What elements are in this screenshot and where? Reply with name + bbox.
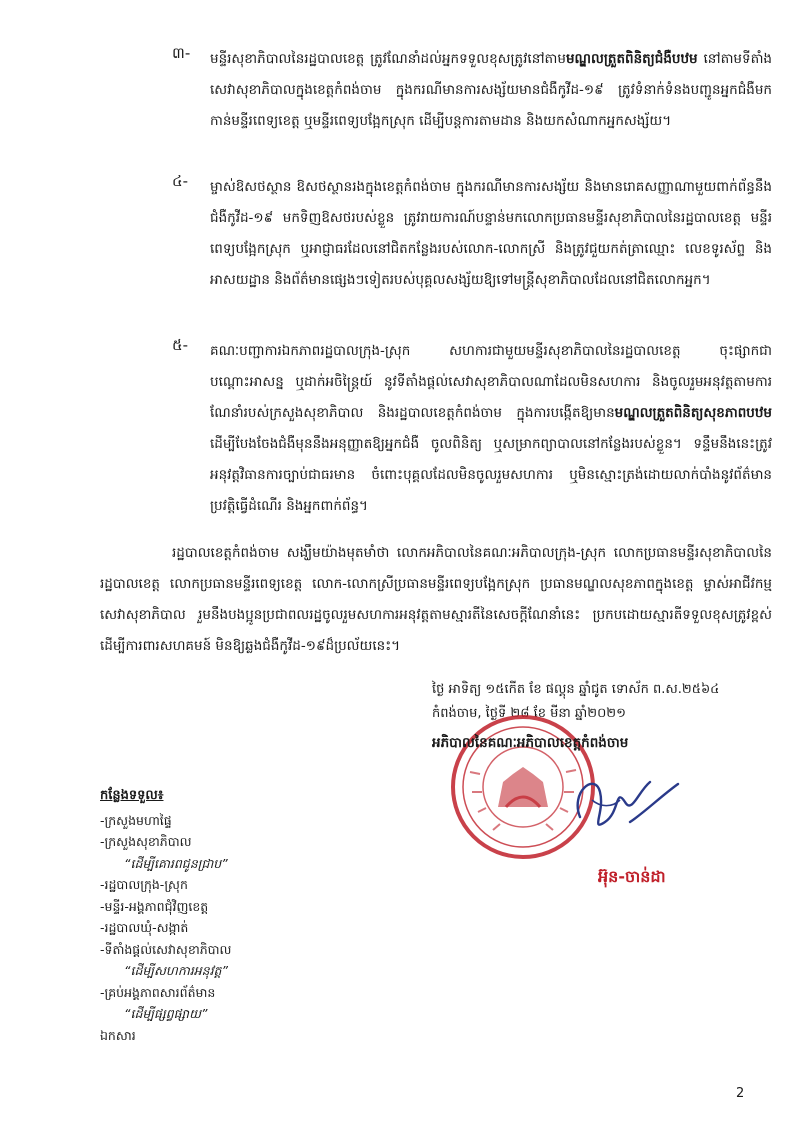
- recipient-purpose: “ដើម្បីគោរពជូនជ្រាប”: [124, 855, 228, 871]
- item-text-bold: មណ្ឌលត្រួតពិនិត្យជំងឺបឋម: [565, 51, 698, 67]
- recipient-entry: ឯកសារ: [100, 1027, 136, 1043]
- list-item-5: [172, 336, 772, 522]
- item-number: ៤-: [172, 172, 189, 190]
- recipient-purpose: “ដើម្បីសហការអនុវត្ត”: [124, 963, 228, 978]
- recipients-list: [100, 785, 231, 1046]
- signer-name: អ៊ុន-ចាន់ដា: [598, 867, 666, 886]
- recipient-entry: -គ្រប់អង្គភាពសារព័ត៌មាន: [100, 984, 216, 1000]
- item-text-part: ដើម្បីបែងចែងជំងឺមុននឹងអនុញ្ញាតឱ្យអ្នកជំងឺ ចូលពិនិត្យ ឬសម្រាកព្យាបាលនៅកន្លែងរបស់ខ្លួន។ ទន្ទឹមនឹងនេះត្រូវអនុវត្តវិធានការច្បាប់ជាធរមាន ចំពោះបុគ្គលដែលមិនចូលរួមសហការ ឬមិនស្មោះត្រង់ដោយលាក់បាំងនូវព័ត៌មាន ប្រវត្តិធ្វើដំណើរ និងអ្នកពាក់ព័ន្ធ។: [210, 436, 772, 514]
- list-item-3: [172, 44, 772, 137]
- item-text: [210, 336, 772, 522]
- item-number: ៣-: [172, 44, 191, 62]
- recipient-purpose: “ដើម្បីផ្សព្វផ្សាយ”: [124, 1006, 208, 1021]
- item-text: [210, 44, 772, 137]
- item-number: ៥-: [172, 336, 189, 354]
- recipient-entry: -ទីតាំងផ្ដល់សេវាសុខាភិបាល: [100, 941, 232, 957]
- item-text-part: គណៈបញ្ជាការឯកភាពរដ្ឋបាលក្រុង-ស្រុក សហការជាមួយមន្ទីរសុខាភិបាលនៃរដ្ឋបាលខេត្ត ចុះផ្សាកជាបណ្ដោះអាសន្ន ឬដាក់អចិន្ត្រៃយ៍ នូវទីតាំងផ្ដល់សេវាសុខាភិបាលណាដែលមិនសហការ និងចូលរួមអនុវត្តតាមការណែនាំរបស់ក្រសួងសុខាភិបាល និងរដ្ឋបាលខេត្តកំពង់ចាម ក្នុងការបង្កើតឱ្យមាន: [210, 343, 772, 421]
- signatory-title: អភិបាលនៃគណៈអភិបាលខេត្តកំពង់ចាម: [432, 735, 629, 751]
- recipient-entry: -រដ្ឋបាលក្រុង-ស្រុក: [100, 877, 188, 892]
- recipient-entry: -រដ្ឋបាលឃុំ-សង្កាត់: [100, 920, 189, 935]
- solar-date: កំពង់ចាម, ថ្ងៃទី ២៨ ខែ មីនា ឆ្នាំ២០២១: [432, 706, 626, 721]
- item-text-part: ម្ចាស់ឱសថស្ថាន ឱសថស្ថានរងក្នុងខេត្តកំពង់ចាម ក្នុងករណីមានការសង្ស័យ និងមានរោគសញ្ញាណាមួយពាក់ព័ន្ធនឹងជំងឺកូវីដ-១៩ មកទិញឱសថរបស់ខ្លួន ត្រូវរាយការណ៍បន្ទាន់មកលោកប្រធានមន្ទីរសុខាភិបាលនៃរដ្ឋបាលខេត្ត មន្ទីរពេទ្យបង្អែកស្រុក ឬអាជ្ញាធរដែលនៅជិតកន្លែងរបស់លោក-លោកស្រី និងត្រូវជួយកត់ត្រាឈ្មោះ លេខទូរស័ព្ទ និងអាសយដ្ឋាន និងព័ត៌មានផ្សេងៗទៀតរបស់បុគ្គលសង្ស័យឱ្យទៅមន្ត្រីសុខាភិបាលដែលនៅជិតលោកអ្នក។: [210, 179, 772, 288]
- item-text-part: មន្ទីរសុខាភិបាលនៃរដ្ឋបាលខេត្ត ត្រូវណែនាំដល់អ្នកទទួលខុសត្រូវនៅតាម: [210, 51, 566, 67]
- recipient-entry: -មន្ទីរ-អង្គភាពជុំវិញខេត្ត: [100, 898, 209, 914]
- recipients-heading: កន្លែងទទួល៖: [100, 788, 164, 803]
- list-item-4: [172, 172, 772, 296]
- closing-paragraph: រដ្ឋបាលខេត្តកំពង់ចាម សង្ឃឹមយ៉ាងមុតមាំថា លោកអភិបាលនៃគណៈអភិបាលក្រុង-ស្រុក លោកប្រធានមន្ទីរសុខាភិបាលនៃរដ្ឋបាលខេត្ត លោកប្រធានមន្ទីរពេទ្យខេត្ត លោក-លោកស្រីប្រធានមន្ទីរពេទ្យបង្អែកស្រុក ប្រធានមណ្ឌលសុខភាពក្នុងខេត្ត ម្ចាស់អាជីវកម្មសេវាសុខាភិបាល រួមនឹងបងប្អូនប្រជាពលរដ្ឋចូលរួមសហការអនុវត្តតាមស្មារតីនៃសេចក្ដីណែនាំនេះ ប្រកបដោយស្មារតីទទួលខុសត្រូវខ្ពស់ ដើម្បីការពារសហគមន៍ មិនឱ្យឆ្លងជំងឺកូវីដ-១៩ដ៏ប្រល័យនេះ។: [100, 545, 772, 654]
- handwritten-signature: [560, 762, 690, 842]
- item-text-part: នៅតាមទីតាំងសេវាសុខាភិបាលក្នុងខេត្តកំពង់ចាម ក្នុងករណីមានការសង្ស័យមានជំងឺកូវីដ-១៩ ត្រូវទំនាក់ទំនងបញ្ជូនអ្នកជំងឺមកកាន់មន្ទីរពេទ្យខេត្ត ឬមន្ទីរពេទ្យបង្អែកស្រុក ដើម្បីបន្តការតាមដាន និងយកសំណាកអ្នកសង្ស័យ។: [210, 51, 772, 129]
- recipient-entry: -ក្រសួងសុខាភិបាល: [100, 834, 192, 849]
- item-text: [210, 172, 772, 296]
- item-text-bold: មណ្ឌលត្រួតពិនិត្យសុខភាពបឋម: [614, 405, 772, 421]
- recipient-entry: -ក្រសួងមហាផ្ទៃ: [100, 812, 172, 828]
- page-number: 2: [736, 1086, 745, 1101]
- lunar-date: ថ្ងៃ អាទិត្យ ១៥កើត ខែ ផល្គុន ឆ្នាំជូត ទោស័ក ព.ស.២៥៦៤: [432, 682, 720, 697]
